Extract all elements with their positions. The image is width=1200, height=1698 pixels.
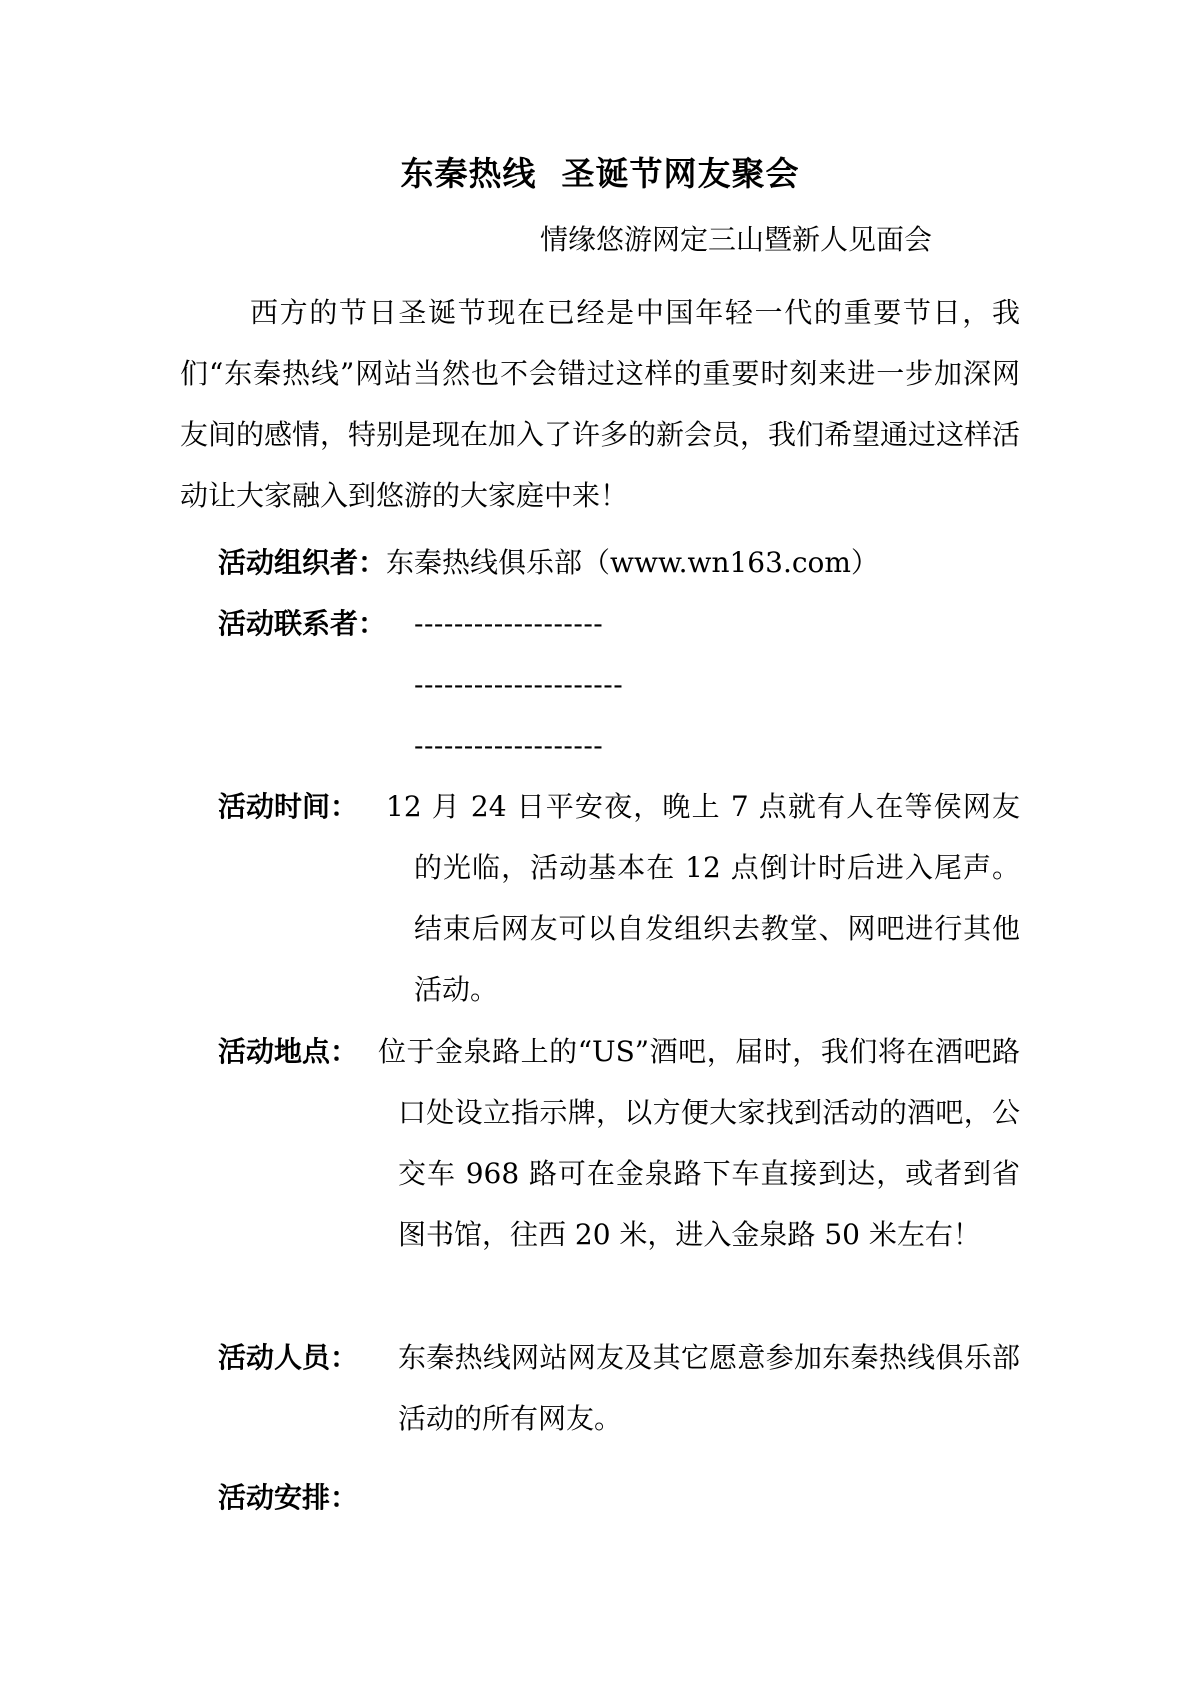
organizer-row xyxy=(218,532,879,593)
document-subtitle: 情缘悠游网定三山暨新人见面会 xyxy=(540,223,933,256)
contact-line-2: --------------------- xyxy=(414,668,624,701)
contact-line-1: ------------------- xyxy=(414,607,604,640)
time-section xyxy=(218,776,1020,1020)
location-section xyxy=(218,1021,1020,1265)
people-label: 活动人员： xyxy=(218,1341,359,1374)
contact-line-3: ------------------- xyxy=(414,729,604,762)
location-value: 位于金泉路上的“US”酒吧，届时，我们将在酒吧路口处设立指示牌，以方便大家找到活动的酒吧，公交车 968 路可在金泉路下车直接到达，或者到省图书馆，往西 20 米，进入金泉路 50 米左右！ xyxy=(378,1035,1020,1251)
time-value: 12 月 24 日平安夜，晚上 7 点就有人在等侯网友的光临，活动基本在 12 点倒计时后进入尾声。结束后网友可以自发组织去教堂、网吧进行其他活动。 xyxy=(386,790,1020,1006)
schedule-label: 活动安排： xyxy=(218,1481,359,1514)
organizer-value: 东秦热线俱乐部（www.wn163.com） xyxy=(386,546,879,579)
schedule-row xyxy=(218,1467,358,1528)
people-value: 东秦热线网站网友及其它愿意参加东秦热线俱乐部活动的所有网友。 xyxy=(398,1341,1020,1435)
location-label: 活动地点： xyxy=(218,1035,359,1068)
intro-paragraph xyxy=(180,282,1020,526)
contact-row xyxy=(218,593,386,654)
contact-label: 活动联系者： xyxy=(218,607,387,640)
people-section xyxy=(218,1327,1020,1449)
intro-text: 西方的节日圣诞节现在已经是中国年轻一代的重要节日，我们“东秦热线”网站当然也不会错过这样的重要时刻来进一步加深网友间的感情，特别是现在加入了许多的新会员，我们希望通过这样活动让大家融入到悠游的大家庭中来！ xyxy=(180,296,1021,512)
document-title: 东秦热线 圣诞节网友聚会 xyxy=(400,154,800,193)
time-label: 活动时间： xyxy=(218,790,359,823)
organizer-label: 活动组织者： xyxy=(218,546,387,579)
